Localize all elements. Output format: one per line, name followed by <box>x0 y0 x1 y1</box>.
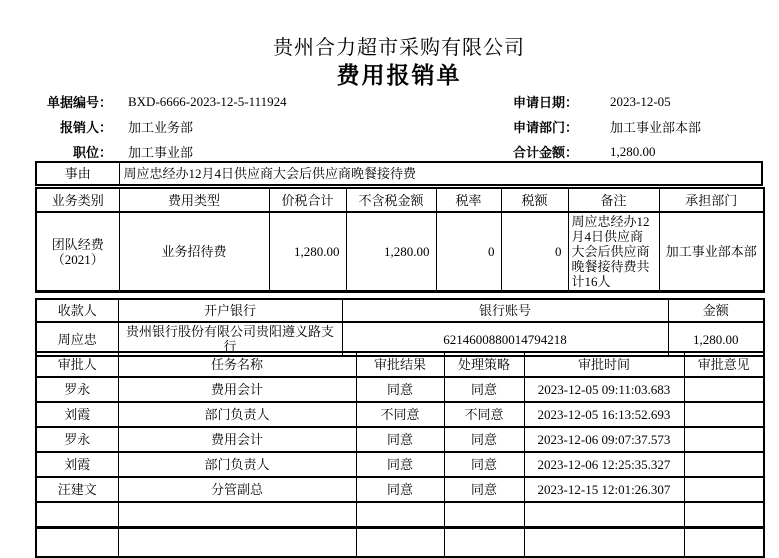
field-document-number <box>30 89 287 114</box>
table-cell <box>524 502 684 527</box>
column-header: 费用类型 <box>119 188 269 212</box>
table-cell: 1,280.00 <box>269 212 346 292</box>
field-label: 报销人： <box>59 120 112 135</box>
table-cell: 同意 <box>356 477 444 502</box>
field-claimant <box>30 114 287 139</box>
reason-row <box>36 162 762 185</box>
column-header: 审批意见 <box>684 352 764 377</box>
column-header: 备注 <box>568 188 659 212</box>
field-value: 加工事业部 <box>128 145 194 160</box>
column-header: 承担部门 <box>659 188 764 212</box>
header-fields-left <box>30 89 287 164</box>
field-label: 申请部门： <box>513 120 579 135</box>
table-cell: 2023-12-06 09:07:37.573 <box>524 427 684 452</box>
table-cell <box>684 377 764 402</box>
table-cell <box>684 527 764 557</box>
field-apply-department <box>513 114 701 139</box>
table-cell <box>684 402 764 427</box>
table-cell: 1,280.00 <box>346 212 436 292</box>
table-cell: 2023-12-06 12:25:35.327 <box>524 452 684 477</box>
table-cell <box>36 527 118 557</box>
table-cell: 同意 <box>444 452 524 477</box>
table-cell: 加工事业部本部 <box>659 212 764 292</box>
field-apply-date <box>513 89 701 114</box>
header-row <box>36 352 764 377</box>
table-row <box>36 452 764 477</box>
table-cell: 周应忠 <box>36 322 118 356</box>
table-cell: 部门负责人 <box>118 452 356 477</box>
table-cell: 分管副总 <box>118 477 356 502</box>
table-row <box>36 377 764 402</box>
column-header: 处理策略 <box>444 352 524 377</box>
table-cell: 2023-12-05 16:13:52.693 <box>524 402 684 427</box>
table-cell: 周应忠经办12月4日供应商大会后供应商晚餐接待费共计16人 <box>568 212 659 292</box>
column-header: 收款人 <box>36 299 118 322</box>
table-cell: 同意 <box>444 427 524 452</box>
header-row <box>36 188 764 212</box>
column-header: 金额 <box>668 299 764 322</box>
column-header: 价税合计 <box>269 188 346 212</box>
table-cell <box>118 502 356 527</box>
table-cell <box>118 527 356 557</box>
field-label: 职位： <box>72 145 112 160</box>
field-value: 加工事业部本部 <box>610 120 702 135</box>
reason-table <box>35 161 763 186</box>
table-cell: 部门负责人 <box>118 402 356 427</box>
table-cell: 同意 <box>356 452 444 477</box>
column-header: 任务名称 <box>118 352 356 377</box>
header-row <box>36 299 764 322</box>
table-cell: 刘霞 <box>36 402 118 427</box>
table-cell <box>356 502 444 527</box>
table-cell <box>524 527 684 557</box>
table-cell <box>356 527 444 557</box>
table-cell: 同意 <box>356 377 444 402</box>
table-row <box>36 427 764 452</box>
header-fields-right <box>513 89 701 164</box>
table-cell <box>684 477 764 502</box>
company-name: 贵州合力超市采购有限公司 <box>273 37 525 59</box>
table-cell: 贵州银行股份有限公司贵阳遵义路支行 <box>118 322 342 356</box>
table-cell: 不同意 <box>444 402 524 427</box>
table-cell: 同意 <box>356 427 444 452</box>
table-cell <box>444 502 524 527</box>
column-header: 业务类别 <box>36 188 119 212</box>
column-header: 审批时间 <box>524 352 684 377</box>
column-header: 税率 <box>436 188 501 212</box>
table-cell <box>684 427 764 452</box>
table-row <box>36 477 764 502</box>
column-header: 开户银行 <box>118 299 342 322</box>
reason-label: 事由 <box>36 162 119 185</box>
table-row <box>36 502 764 527</box>
table-cell: 费用会计 <box>118 377 356 402</box>
column-header: 税额 <box>501 188 568 212</box>
table-row <box>36 527 764 557</box>
column-header: 不含税金额 <box>346 188 436 212</box>
field-label: 合计金额： <box>513 145 579 160</box>
field-value: 2023-12-05 <box>610 93 671 109</box>
table-cell: 业务招待费 <box>119 212 269 292</box>
table-cell: 2023-12-15 12:01:26.307 <box>524 477 684 502</box>
table-cell: 0 <box>501 212 568 292</box>
field-label: 单据编号： <box>46 95 112 110</box>
table-cell: 2023-12-05 09:11:03.683 <box>524 377 684 402</box>
table-cell <box>444 527 524 557</box>
field-label: 申请日期： <box>513 95 579 110</box>
table-cell: 6214600880014794218 <box>342 322 668 356</box>
expense-table <box>35 187 765 293</box>
table-cell <box>684 502 764 527</box>
field-value: 1,280.00 <box>610 143 656 159</box>
table-row <box>36 402 764 427</box>
table-cell: 团队经费（2021） <box>36 212 119 292</box>
payee-table <box>35 298 765 357</box>
table-cell: 罗永 <box>36 427 118 452</box>
reason-value: 周应忠经办12月4日供应商大会后供应商晚餐接待费 <box>119 162 762 185</box>
table-row <box>36 212 764 292</box>
table-cell: 1,280.00 <box>668 322 764 356</box>
table-cell: 0 <box>436 212 501 292</box>
approval-table <box>35 351 765 558</box>
table-cell: 同意 <box>444 477 524 502</box>
column-header: 审批结果 <box>356 352 444 377</box>
column-header: 审批人 <box>36 352 118 377</box>
table-cell <box>684 452 764 477</box>
table-cell: 刘霞 <box>36 452 118 477</box>
table-cell: 汪建文 <box>36 477 118 502</box>
table-cell: 费用会计 <box>118 427 356 452</box>
form-title: 费用报销单 <box>336 63 462 88</box>
column-header: 银行账号 <box>342 299 668 322</box>
field-value: 加工业务部 <box>128 120 194 135</box>
table-cell: 同意 <box>444 377 524 402</box>
table-cell: 不同意 <box>356 402 444 427</box>
table-cell <box>36 502 118 527</box>
table-cell: 罗永 <box>36 377 118 402</box>
field-value: BXD-6666-2023-12-5-111924 <box>128 93 287 109</box>
